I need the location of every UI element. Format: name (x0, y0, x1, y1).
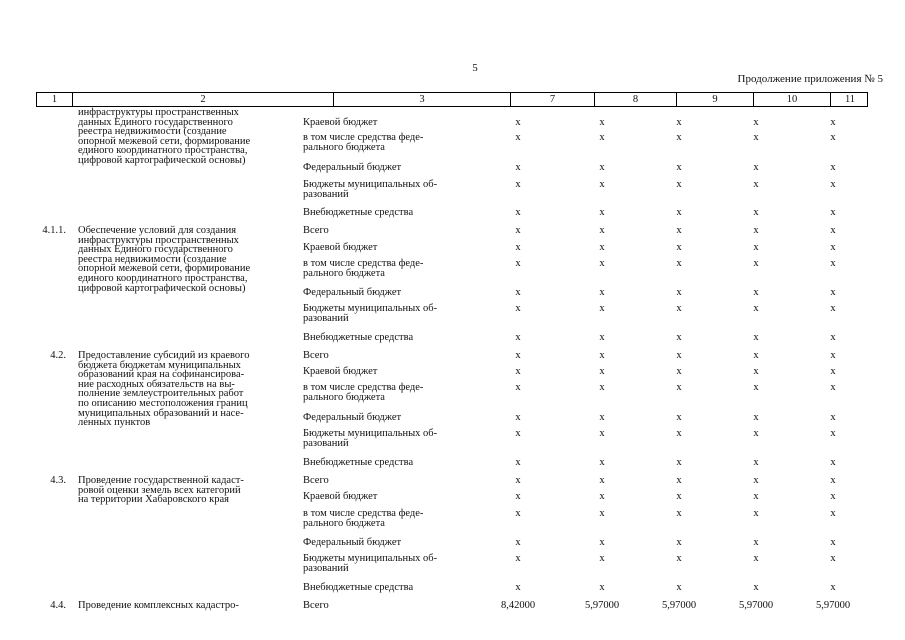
value-cell: x (676, 350, 682, 361)
value-cell: x (676, 242, 682, 253)
value-cell: x (830, 491, 836, 502)
funding-source: в том числе средства феде- рального бюджета (303, 132, 424, 153)
value-cell: x (753, 162, 759, 173)
value-cell: x (753, 457, 759, 468)
value-cell: x (676, 412, 682, 423)
value-cell: x (830, 412, 836, 423)
value-cell: x (515, 287, 521, 298)
value-cell: x (753, 553, 759, 564)
value-cell: x (753, 582, 759, 593)
header-col-3: 3 (334, 93, 511, 106)
value-cell: x (599, 350, 605, 361)
funding-source: Внебюджетные средства (303, 332, 414, 343)
value-cell: x (515, 332, 521, 343)
value-cell: x (599, 366, 605, 377)
value-cell: x (515, 537, 521, 548)
funding-source: Бюджеты муниципальных об- разований (303, 428, 438, 449)
value-cell: x (599, 162, 605, 173)
value-cell: x (676, 508, 682, 519)
funding-source: Внебюджетные средства (303, 207, 414, 218)
funding-source: Бюджеты муниципальных об- разований (303, 553, 438, 574)
value-cell: x (830, 207, 836, 218)
value-cell: x (830, 225, 836, 236)
activity-name: Проведение комплексных кадастро- (78, 600, 239, 611)
value-cell: x (515, 491, 521, 502)
value-cell: x (753, 491, 759, 502)
value-cell: x (753, 428, 759, 439)
value-cell: x (830, 162, 836, 173)
value-cell: x (753, 508, 759, 519)
value-cell: x (753, 242, 759, 253)
value-cell: x (830, 553, 836, 564)
funding-source: в том числе средства феде- рального бюджета (303, 382, 424, 403)
value-cell: x (676, 332, 682, 343)
funding-source: Краевой бюджет (303, 117, 378, 128)
value-cell: x (599, 287, 605, 298)
value-cell: x (676, 132, 682, 143)
value-cell: x (676, 537, 682, 548)
value-cell: x (515, 242, 521, 253)
funding-source: Федеральный бюджет (303, 412, 402, 423)
value-cell: x (676, 582, 682, 593)
value-cell: x (830, 508, 836, 519)
value-cell: 5,97000 (661, 600, 697, 611)
page-number: 5 (472, 62, 478, 74)
value-cell: x (515, 508, 521, 519)
value-cell: x (599, 508, 605, 519)
continuation-label: Продолжение приложения № 5 (737, 73, 883, 85)
value-cell: x (676, 287, 682, 298)
value-cell: x (676, 553, 682, 564)
value-cell: x (599, 491, 605, 502)
value-cell: x (676, 491, 682, 502)
row-number: 4.1.1. (42, 225, 66, 236)
value-cell: x (830, 537, 836, 548)
funding-source: Бюджеты муниципальных об- разований (303, 179, 438, 200)
value-cell: x (830, 258, 836, 269)
value-cell: x (515, 117, 521, 128)
value-cell: x (599, 553, 605, 564)
value-cell: x (830, 332, 836, 343)
value-cell: x (515, 207, 521, 218)
funding-source: Всего (303, 350, 329, 361)
value-cell: x (830, 457, 836, 468)
value-cell: x (599, 582, 605, 593)
value-cell: x (599, 179, 605, 190)
value-cell: x (599, 332, 605, 343)
value-cell: x (676, 303, 682, 314)
value-cell: x (515, 225, 521, 236)
value-cell: x (515, 382, 521, 393)
value-cell: x (753, 303, 759, 314)
value-cell: x (515, 366, 521, 377)
value-cell: x (830, 366, 836, 377)
value-cell: x (830, 179, 836, 190)
value-cell: x (753, 382, 759, 393)
value-cell: x (515, 553, 521, 564)
value-cell: x (676, 117, 682, 128)
funding-source: Внебюджетные средства (303, 457, 414, 468)
value-cell: x (753, 225, 759, 236)
header-col-2: 2 (73, 93, 334, 106)
value-cell: x (676, 207, 682, 218)
value-cell: x (515, 412, 521, 423)
value-cell: x (515, 582, 521, 593)
value-cell: x (599, 207, 605, 218)
value-cell: x (599, 537, 605, 548)
value-cell: x (830, 287, 836, 298)
value-cell: x (830, 475, 836, 486)
value-cell: x (753, 350, 759, 361)
value-cell: x (599, 242, 605, 253)
activity-name: Предоставление субсидий из краевого бюджета бюджетам муниципальных образований края на софинансирова- ние расходных обязательств на вы- полнение землеустроительных работ по описанию местоположения границ муниципальных образований и насе- ленных пунктов (78, 350, 250, 429)
header-col-11: 11 (844, 94, 856, 105)
value-cell: x (830, 428, 836, 439)
activity-name: Проведение государственной кадаст- ровой оценки земель всех категорий на территории Хабаровского края (78, 475, 244, 506)
value-cell: x (515, 428, 521, 439)
value-cell: x (599, 428, 605, 439)
header-col-7: 7 (511, 93, 595, 106)
value-cell: x (676, 225, 682, 236)
value-cell: 8,42000 (500, 600, 536, 611)
funding-source: Федеральный бюджет (303, 162, 402, 173)
funding-source: Краевой бюджет (303, 242, 378, 253)
value-cell: x (599, 475, 605, 486)
funding-source: Всего (303, 600, 329, 611)
activity-name: Обеспечение условий для создания инфраструктуры пространственных данных Единого государственного реестра недвижимости (создание опорной межевой сети, формирование единого координатного пространства, цифровой картографической основы) (78, 225, 251, 294)
value-cell: x (599, 258, 605, 269)
value-cell: x (515, 162, 521, 173)
value-cell: x (515, 475, 521, 486)
value-cell: 5,97000 (738, 600, 774, 611)
row-number: 4.2. (50, 350, 66, 361)
value-cell: x (830, 132, 836, 143)
value-cell: x (753, 179, 759, 190)
value-cell: x (676, 457, 682, 468)
value-cell: x (599, 225, 605, 236)
value-cell: x (830, 582, 836, 593)
value-cell: x (599, 412, 605, 423)
value-cell: 5,97000 (815, 600, 851, 611)
funding-source: Всего (303, 225, 329, 236)
value-cell: x (830, 117, 836, 128)
value-cell: x (515, 179, 521, 190)
value-cell: x (753, 366, 759, 377)
value-cell: x (753, 475, 759, 486)
value-cell: x (676, 179, 682, 190)
value-cell: x (599, 132, 605, 143)
value-cell: x (676, 258, 682, 269)
funding-source: Краевой бюджет (303, 366, 378, 377)
activity-name: инфраструктуры пространственных данных Единого государственного реестра недвижимости (создание опорной межевой сети, формирование единого координатного пространства, цифровой картографической основы) (78, 107, 251, 166)
row-number: 4.3. (50, 475, 66, 486)
value-cell: x (753, 207, 759, 218)
value-cell: x (599, 382, 605, 393)
header-col-10: 10 (754, 93, 831, 106)
value-cell: x (830, 242, 836, 253)
funding-source: Федеральный бюджет (303, 287, 402, 298)
value-cell: 5,97000 (584, 600, 620, 611)
value-cell: x (676, 475, 682, 486)
funding-source: Всего (303, 475, 329, 486)
value-cell: x (753, 332, 759, 343)
value-cell: x (753, 287, 759, 298)
value-cell: x (753, 132, 759, 143)
value-cell: x (599, 117, 605, 128)
value-cell: x (599, 457, 605, 468)
value-cell: x (753, 412, 759, 423)
value-cell: x (830, 350, 836, 361)
value-cell: x (753, 258, 759, 269)
table-header (36, 92, 868, 107)
value-cell: x (515, 303, 521, 314)
value-cell: x (830, 382, 836, 393)
header-col-8: 8 (595, 93, 677, 106)
row-number: 4.4. (50, 600, 66, 611)
value-cell: x (599, 303, 605, 314)
funding-source: Федеральный бюджет (303, 537, 402, 548)
value-cell: x (753, 537, 759, 548)
value-cell: x (515, 350, 521, 361)
funding-source: Краевой бюджет (303, 491, 378, 502)
value-cell: x (676, 366, 682, 377)
funding-source: Бюджеты муниципальных об- разований (303, 303, 438, 324)
value-cell: x (753, 117, 759, 128)
value-cell: x (676, 428, 682, 439)
header-col-1: 1 (37, 93, 73, 106)
value-cell: x (515, 132, 521, 143)
value-cell: x (830, 303, 836, 314)
header-col-9: 9 (677, 93, 754, 106)
value-cell: x (515, 258, 521, 269)
funding-source: в том числе средства феде- рального бюджета (303, 258, 424, 279)
value-cell: x (515, 457, 521, 468)
funding-source: в том числе средства феде- рального бюджета (303, 508, 424, 529)
value-cell: x (676, 162, 682, 173)
value-cell: x (676, 382, 682, 393)
funding-source: Внебюджетные средства (303, 582, 414, 593)
